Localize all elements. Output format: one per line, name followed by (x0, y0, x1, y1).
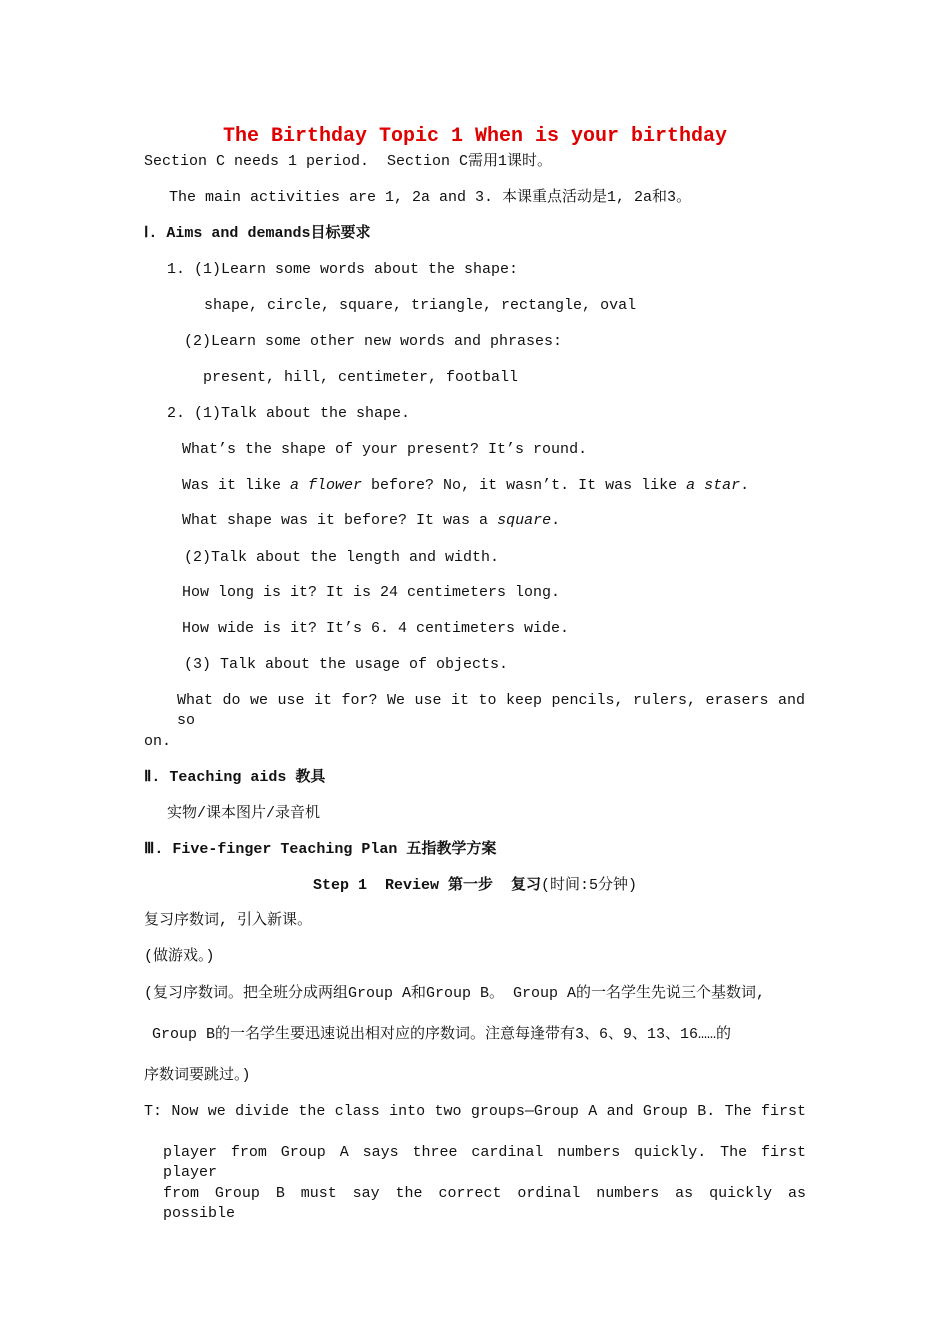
step-title: Step 1 Review 第一步 复习 (312, 877, 541, 894)
italic-text-run: square (497, 512, 552, 529)
intro-period: Section C needs 1 period. Section C需用1课时。 (144, 153, 553, 170)
teaching-aids-list: 实物/课本图片/录音机 (167, 805, 321, 822)
teacher-instruction: player from Group A says three cardinal numbers quickly. The first player (163, 1144, 806, 1181)
aims-item-1-2: (2)Learn some other new words and phrases: (184, 333, 563, 350)
new-word-list: present, hill, centimeter, football (203, 369, 519, 386)
italic-text-run: a star (686, 477, 741, 494)
example-sentence-continued: on. (144, 733, 172, 750)
intro-activities: The main activities are 1, 2a and 3. 本课重点活动是1, 2a和3。 (169, 189, 692, 206)
example-sentence: How long is it? It is 24 centimeters long. (182, 584, 561, 601)
text-run: Was it like (182, 477, 291, 494)
example-sentence: What do we use it for? We use it to keep pencils, rulers, erasers and so (177, 692, 805, 729)
aims-item-2-1: 2. (1)Talk about the shape. (167, 405, 411, 422)
paragraph: Group B的一名学生要迅速说出相对应的序数词。注意每逢带有3、6、9、13、16……的 (152, 1026, 732, 1043)
step-time: (时间:5分钟) (541, 877, 638, 894)
aims-item-2-2: (2)Talk about the length and width. (184, 549, 500, 566)
text-run: . (740, 477, 750, 494)
teacher-instruction: T: Now we divide the class into two groups—Group A and Group B. The first (144, 1103, 806, 1120)
example-sentence: What’s the shape of your present? It’s round. (182, 441, 588, 458)
section-heading-teaching-plan: Ⅲ. Five-finger Teaching Plan 五指教学方案 (144, 841, 497, 858)
section-heading-teaching-aids: Ⅱ. Teaching aids 教具 (144, 769, 326, 786)
example-sentence (182, 511, 560, 531)
section-heading-aims: Ⅰ. Aims and demands目标要求 (144, 225, 371, 242)
aims-item-1-1: 1. (1)Learn some words about the shape: (167, 261, 519, 278)
document-title: The Birthday Topic 1 When is your birthday (222, 125, 728, 148)
text-run: What shape was it before? It was a (182, 512, 498, 529)
example-sentence: How wide is it? It’s 6. 4 centimeters wide. (182, 620, 570, 637)
shape-word-list: shape, circle, square, triangle, rectangle, oval (204, 297, 637, 314)
example-sentence (182, 476, 749, 496)
text-run: . (551, 512, 561, 529)
text-run: before? No, it wasn’t. It was like (362, 477, 687, 494)
paragraph: (做游戏。) (144, 948, 215, 965)
aims-item-2-3: (3) Talk about the usage of objects. (184, 656, 509, 673)
paragraph: (复习序数词。把全班分成两组Group A和Group B。 Group A的一名学生先说三个基数词, (144, 985, 766, 1002)
paragraph: 复习序数词, 引入新课。 (144, 912, 313, 929)
italic-text-run: a flower (290, 477, 363, 494)
step-1-heading (0, 876, 950, 896)
teacher-instruction: from Group B must say the correct ordinal numbers as quickly as possible (163, 1185, 806, 1222)
paragraph: 序数词要跳过。) (144, 1067, 251, 1084)
